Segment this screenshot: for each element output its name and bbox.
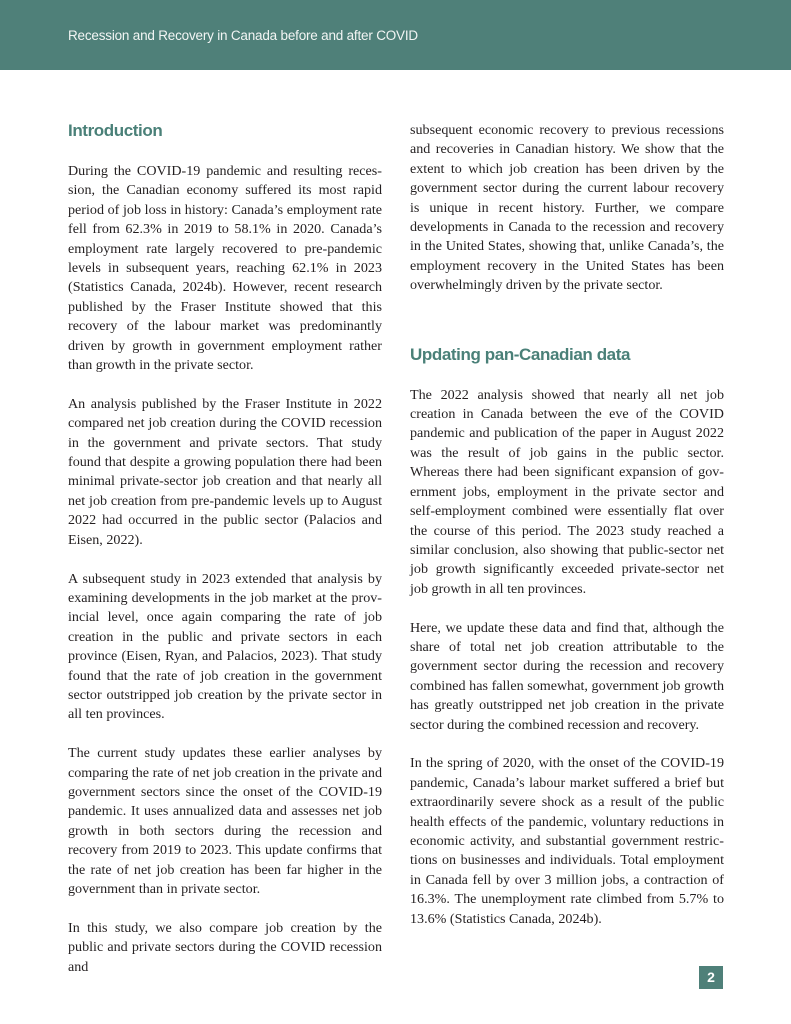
paragraph-continuation: subsequent economic recovery to previous recessions and recoveries in Canadian history. We show that the extent to which job creation has been driven by the government sector during the current labour recovery is unique in recent history. Further, we compare developments in Canada to the recession and recovery in the United States, showing that, unlike Canada’s, the employment recovery in the United States has been overwhelmingly driven by the private sector. (410, 122, 724, 294)
paragraph: In the spring of 2020, with the onset of the COVID-19 pandemic, Canada’s labour market suffered a brief but extraordinarily severe shock as a result of the public health effects of the pandemic, voluntary reductions in economic activity, and substantial government restrictions on businesses and individuals. Total employment in Canada fell by over 3 million jobs, a contraction of 16.3%. The unemployment rate climbed from 5.7% to 13.6% (Statistics Canada, 2024b). (410, 755, 724, 927)
paragraph: Here, we update these data and find that, although the share of total net job creation attributable to the government sector during the recession and recovery combined has fallen somewhat, government job growth has greatly outstripped net job creation in the private sector during the combined recession and recovery. (410, 619, 724, 733)
running-header (0, 0, 791, 70)
right-column (410, 121, 724, 948)
page-number-badge: 2 (699, 966, 723, 989)
paragraph: The 2022 analysis showed that nearly all net job creation in Canada between the eve of the COVID pandemic and publication of the paper in August 2022 was the result of job gains in the public sector. Whereas there had been significant expansion of government jobs, employment in the private sector and self-employment combined were essentially flat over the course of this period. The 2023 study reached a similar conclusion, also showing that public-sector net job growth significantly exceeded private-sector net job growth in all ten provinces. (410, 386, 724, 597)
section-heading-updating-pan-canadian-data: Updating pan-Canadian data (410, 344, 631, 364)
running-header-title: Recession and Recovery in Canada before and after COVID (68, 28, 418, 43)
paragraph: A subsequent study in 2023 extended that analysis by examining developments in the job market at the provincial level, once again comparing the rate of job creation in the public and private sectors in each province (Eisen, Ryan, and Palacios, 2023). That study found that the rate of job creation in the government sector outstripped job creation by the private sector in all ten provinces. (68, 570, 382, 723)
left-column (68, 121, 382, 996)
paragraph: An analysis published by the Fraser Institute in 2022 compared net job creation during the COVID recession in the government and private sectors. That study found that despite a growing population there had been minimal private-sector job creation and that nearly all net job creation from pre-pandemic levels up to August 2022 had occurred in the public sector (Palacios and Eisen, 2022). (68, 395, 382, 548)
section-heading-introduction: Introduction (68, 121, 163, 140)
paragraph: In this study, we also compare job creation by the public and private sectors during the COVID recession and (68, 919, 382, 975)
paragraph: The current study updates these earlier analyses by comparing the rate of net job creation in the private and government sectors since the onset of the COVID-19 pandemic. It uses annualized data and assesses net job growth in both sectors during the recession and recovery from 2019 to 2023. This update confirms that the rate of net job creation has been far higher in the government than in private sector. (68, 745, 382, 897)
paragraph: During the COVID-19 pandemic and resulting recession, the Canadian economy suffered its most rapid period of job loss in history: Canada’s employment rate fell from 62.3% in 2019 to 58.1% in 2020. Canada’s employment rate largely recovered to pre-pandemic levels in subsequent years, reaching 62.1% in 2023 (Statistics Canada, 2024b). However, recent research published by the Fraser Institute showed that this recovery of the labour market was predominantly driven by growth in government employment rather than growth in the private sector. (68, 163, 382, 374)
